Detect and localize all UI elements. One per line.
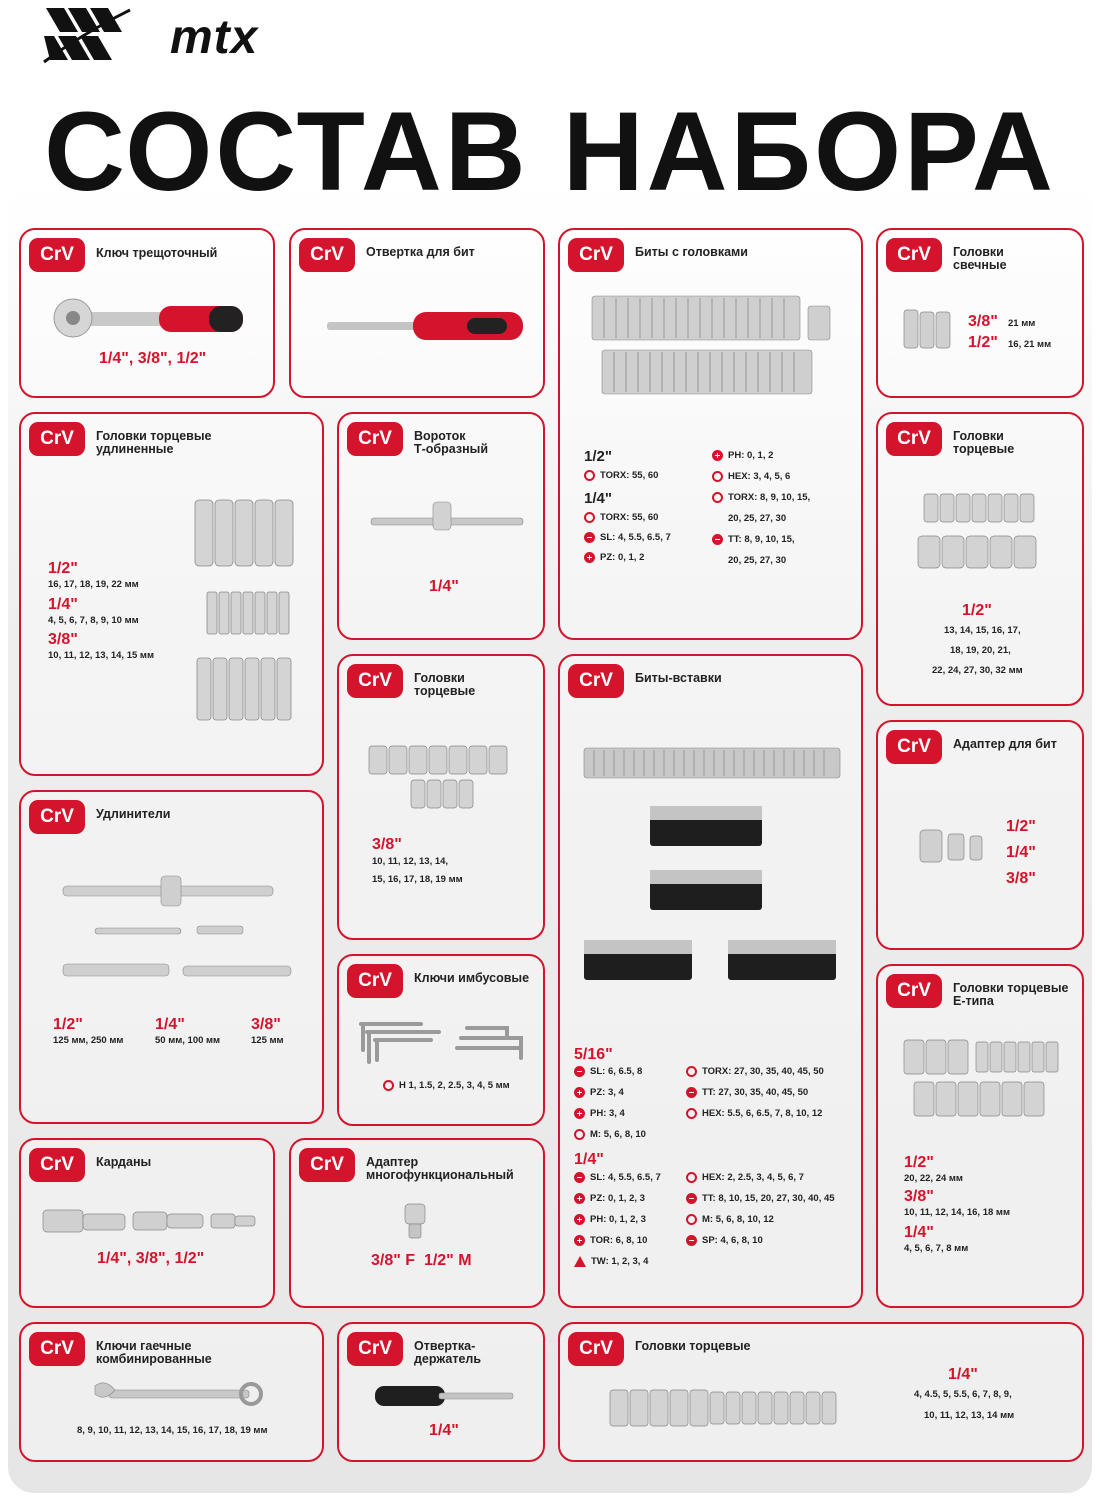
list-item: PZ: 0, 1, 2 bbox=[584, 552, 644, 563]
combo-wrench-icon bbox=[93, 1380, 263, 1408]
sockets-38-size: 3/8" bbox=[372, 836, 402, 853]
crv-badge: CrV bbox=[886, 422, 942, 456]
e-size-3: 1/4" bbox=[904, 1224, 934, 1241]
card-multi-adapter bbox=[289, 1138, 545, 1308]
spark-value-1: 21 мм bbox=[1008, 318, 1036, 329]
card-title: Головки торцевые bbox=[953, 429, 1015, 456]
page-title: СОСТАВ НАБОРА bbox=[44, 89, 1056, 214]
card-title: Головки торцевые удлиненные bbox=[96, 429, 212, 456]
card-title: Головки торцевые bbox=[635, 1339, 751, 1353]
sockets-14-values-1: 4, 4.5, 5, 5.5, 6, 7, 8, 9, bbox=[914, 1389, 1012, 1400]
list-item: M: 5, 6, 8, 10, 12 bbox=[686, 1214, 774, 1225]
list-item: TORX: 27, 30, 35, 40, 45, 50 bbox=[686, 1066, 824, 1077]
sockets-half-image bbox=[918, 492, 1042, 572]
sockets-half-size: 1/2" bbox=[962, 602, 992, 619]
inserts-heading-1: 5/16" bbox=[574, 1046, 613, 1063]
ext-size-3: 3/8" bbox=[251, 1016, 281, 1033]
deep-values-3: 10, 11, 12, 13, 14, 15 мм bbox=[48, 650, 154, 661]
card-sockets-38 bbox=[337, 654, 545, 940]
card-bit-adapter bbox=[876, 720, 1084, 950]
ext-values-3: 125 мм bbox=[251, 1035, 284, 1046]
deep-size-2: 1/4" bbox=[48, 596, 78, 613]
card-extensions bbox=[19, 790, 324, 1124]
bit-adapter-size-1: 1/2" bbox=[1006, 818, 1036, 835]
multi-adapter-sizes: 3/8" F 1/2" M bbox=[371, 1252, 472, 1269]
spark-size-2: 1/2" bbox=[968, 334, 998, 351]
ratchet-icon bbox=[49, 298, 249, 348]
size-heading: 1/4" bbox=[584, 490, 612, 507]
card-holder bbox=[337, 1322, 545, 1462]
hex-icon bbox=[574, 1129, 585, 1140]
list-item: PH: 3, 4 bbox=[574, 1108, 625, 1119]
sockets-half-values-3: 22, 24, 27, 30, 32 мм bbox=[932, 665, 1023, 676]
crv-badge: CrV bbox=[886, 238, 942, 272]
card-hex-keys bbox=[337, 954, 545, 1126]
bit-sockets-image bbox=[586, 296, 836, 396]
card-title: Головки торцевые Е-типа bbox=[953, 981, 1069, 1008]
sockets-half-values-2: 18, 19, 20, 21, bbox=[950, 645, 1011, 656]
sl-icon bbox=[584, 532, 595, 543]
crv-badge: CrV bbox=[568, 238, 624, 272]
list-item: PZ: 0, 1, 2, 3 bbox=[574, 1193, 645, 1204]
card-tbar bbox=[337, 412, 545, 640]
sockets-half-values-1: 13, 14, 15, 16, 17, bbox=[944, 625, 1021, 636]
tor-icon bbox=[574, 1235, 585, 1246]
list-item: TORX: 55, 60 bbox=[584, 512, 658, 523]
ext-values-2: 50 мм, 100 мм bbox=[155, 1035, 221, 1046]
ext-size-2: 1/4" bbox=[155, 1016, 185, 1033]
pz-icon bbox=[584, 552, 595, 563]
inserts-heading-2: 1/4" bbox=[574, 1151, 604, 1168]
card-title: Удлинители bbox=[96, 807, 171, 821]
list-item: TT: 8, 10, 15, 20, 27, 30, 40, 45 bbox=[686, 1193, 835, 1204]
deep-values-1: 16, 17, 18, 19, 22 мм bbox=[48, 579, 139, 590]
hex-icon bbox=[712, 471, 723, 482]
list-item: 20, 25, 27, 30 bbox=[728, 513, 787, 524]
tw-icon bbox=[574, 1256, 586, 1267]
mtx-logo-icon bbox=[42, 4, 132, 66]
card-title: Ключи гаечные комбинированные bbox=[96, 1339, 212, 1366]
torx-icon bbox=[686, 1066, 697, 1077]
bit-adapter-size-2: 1/4" bbox=[1006, 844, 1036, 861]
deep-values-2: 4, 5, 6, 7, 8, 9, 10 мм bbox=[48, 615, 139, 626]
ph-icon bbox=[574, 1108, 585, 1119]
crv-badge: CrV bbox=[568, 664, 624, 698]
card-bit-sockets bbox=[558, 228, 863, 640]
list-item: SL: 4, 5.5, 6.5, 7 bbox=[574, 1172, 661, 1183]
hex-icon bbox=[686, 1214, 697, 1225]
ext-values-1: 125 мм, 250 мм bbox=[53, 1035, 124, 1046]
crv-badge: CrV bbox=[347, 664, 403, 698]
spark-size-1: 3/8" bbox=[968, 313, 998, 330]
list-item: SL: 4, 5.5, 6.5, 7 bbox=[584, 532, 671, 543]
card-title: Адаптер многофункциональный bbox=[366, 1155, 514, 1182]
card-title: Ключи имбусовые bbox=[414, 971, 530, 985]
bit-inserts-image bbox=[580, 742, 840, 982]
list-item: 20, 25, 27, 30 bbox=[728, 555, 787, 566]
card-spark-sockets bbox=[876, 228, 1084, 398]
crv-badge: CrV bbox=[29, 800, 85, 834]
card-title: Адаптер для бит bbox=[953, 737, 1057, 751]
tt-icon bbox=[712, 534, 723, 545]
size-heading: 1/2" bbox=[584, 448, 612, 465]
screwdriver-icon bbox=[327, 308, 527, 348]
crv-badge: CrV bbox=[568, 1332, 624, 1366]
crv-badge: CrV bbox=[886, 730, 942, 764]
crv-badge: CrV bbox=[347, 1332, 403, 1366]
pz-icon bbox=[574, 1193, 585, 1204]
hex-keys-image bbox=[357, 1018, 527, 1068]
list-item: TT: 8, 9, 10, 15, bbox=[712, 534, 795, 545]
e-values-3: 4, 5, 6, 7, 8 мм bbox=[904, 1243, 969, 1254]
tbar-icon bbox=[369, 496, 529, 536]
bit-adapter-image bbox=[920, 828, 990, 864]
spark-value-2: 16, 21 мм bbox=[1008, 339, 1052, 350]
deep-sockets-image bbox=[195, 500, 305, 724]
card-sockets-14 bbox=[558, 1322, 1084, 1462]
list-item: PH: 0, 1, 2 bbox=[712, 450, 773, 461]
card-ratchet bbox=[19, 228, 275, 398]
list-item: SL: 6, 6.5, 8 bbox=[574, 1066, 642, 1077]
sl-icon bbox=[574, 1172, 585, 1183]
crv-badge: CrV bbox=[29, 238, 85, 272]
card-e-sockets bbox=[876, 964, 1084, 1308]
deep-size-1: 1/2" bbox=[48, 560, 78, 577]
multi-adapter-image bbox=[403, 1204, 427, 1240]
hex-icon bbox=[686, 1108, 697, 1119]
list-item: TW: 1, 2, 3, 4 bbox=[574, 1256, 648, 1267]
card-title: Отвертка- держатель bbox=[414, 1339, 482, 1366]
sockets-38-values-2: 15, 16, 17, 18, 19 мм bbox=[372, 874, 463, 885]
list-item: HEX: 3, 4, 5, 6 bbox=[712, 471, 790, 482]
torx-icon bbox=[584, 512, 595, 523]
bit-adapter-size-3: 3/8" bbox=[1006, 870, 1036, 887]
crv-badge: CrV bbox=[886, 974, 942, 1008]
list-item: TORX: 55, 60 bbox=[584, 470, 658, 481]
crv-badge: CrV bbox=[347, 422, 403, 456]
card-title: Вороток Т-образный bbox=[414, 429, 489, 456]
e-size-1: 1/2" bbox=[904, 1154, 934, 1171]
list-item: PH: 0, 1, 2, 3 bbox=[574, 1214, 646, 1225]
card-screwdriver bbox=[289, 228, 545, 398]
list-item: HEX: 2, 2.5, 3, 4, 5, 6, 7 bbox=[686, 1172, 804, 1183]
card-title: Биты-вставки bbox=[635, 671, 722, 685]
brand-name: mtx bbox=[170, 11, 259, 64]
list-item: HEX: 5.5, 6, 6.5, 7, 8, 10, 12 bbox=[686, 1108, 822, 1119]
ratchet-sizes: 1/4", 3/8", 1/2" bbox=[99, 350, 207, 367]
card-deep-sockets bbox=[19, 412, 324, 776]
tbar-size: 1/4" bbox=[429, 578, 459, 595]
holder-screwdriver-icon bbox=[375, 1384, 515, 1408]
e-values-2: 10, 11, 12, 14, 16, 18 мм bbox=[904, 1207, 1010, 1218]
crv-badge: CrV bbox=[29, 422, 85, 456]
list-item: TT: 27, 30, 35, 40, 45, 50 bbox=[686, 1087, 808, 1098]
list-item: M: 5, 6, 8, 10 bbox=[574, 1129, 646, 1140]
card-ujoints bbox=[19, 1138, 275, 1308]
card-title: Карданы bbox=[96, 1155, 152, 1169]
torx-icon bbox=[584, 470, 595, 481]
hex-keys-sizes: H 1, 1.5, 2, 2.5, 3, 4, 5 мм bbox=[383, 1080, 510, 1091]
e-sockets-image bbox=[904, 1038, 1058, 1120]
e-values-1: 20, 22, 24 мм bbox=[904, 1173, 963, 1184]
deep-size-3: 3/8" bbox=[48, 631, 78, 648]
sockets-38-values-1: 10, 11, 12, 13, 14, bbox=[372, 856, 449, 867]
ujoints-image bbox=[43, 1206, 257, 1236]
sockets-14-image bbox=[610, 1388, 846, 1428]
card-title: Отвертка для бит bbox=[366, 245, 475, 259]
card-bit-inserts bbox=[558, 654, 863, 1308]
e-size-2: 3/8" bbox=[904, 1188, 934, 1205]
card-title: Головки свечные bbox=[953, 245, 1007, 272]
hex-icon bbox=[383, 1080, 394, 1091]
ph-icon bbox=[574, 1214, 585, 1225]
ph-icon bbox=[712, 450, 723, 461]
card-sockets-half bbox=[876, 412, 1084, 706]
hex-icon bbox=[686, 1172, 697, 1183]
list-item: TOR: 6, 8, 10 bbox=[574, 1235, 647, 1246]
sl-icon bbox=[574, 1066, 585, 1077]
sockets-38-image bbox=[369, 744, 511, 814]
torx-icon bbox=[712, 492, 723, 503]
card-title: Головки торцевые bbox=[414, 671, 476, 698]
tt-icon bbox=[686, 1193, 697, 1204]
card-combo-wrenches bbox=[19, 1322, 324, 1462]
crv-badge: CrV bbox=[299, 238, 355, 272]
list-item: PZ: 3, 4 bbox=[574, 1087, 624, 1098]
brand-logo bbox=[42, 4, 262, 70]
pz-icon bbox=[574, 1087, 585, 1098]
card-title: Ключ трещоточный bbox=[96, 246, 218, 260]
card-title: Биты с головками bbox=[635, 245, 748, 259]
tt-icon bbox=[686, 1087, 697, 1098]
ext-size-1: 1/2" bbox=[53, 1016, 83, 1033]
crv-badge: CrV bbox=[29, 1148, 85, 1182]
extensions-image bbox=[61, 876, 301, 976]
holder-size: 1/4" bbox=[429, 1422, 459, 1439]
crv-badge: CrV bbox=[347, 964, 403, 998]
sockets-14-size: 1/4" bbox=[948, 1366, 978, 1383]
combo-sizes: 8, 9, 10, 11, 12, 13, 14, 15, 16, 17, 18, 19 мм bbox=[77, 1425, 268, 1436]
crv-badge: CrV bbox=[299, 1148, 355, 1182]
sockets-14-values-2: 10, 11, 12, 13, 14 мм bbox=[924, 1410, 1015, 1421]
list-item: SP: 4, 6, 8, 10 bbox=[686, 1235, 763, 1246]
list-item: TORX: 8, 9, 10, 15, bbox=[712, 492, 810, 503]
spark-sockets-image bbox=[904, 310, 952, 350]
sp-icon bbox=[686, 1235, 697, 1246]
ujoints-sizes: 1/4", 3/8", 1/2" bbox=[97, 1250, 205, 1267]
crv-badge: CrV bbox=[29, 1332, 85, 1366]
